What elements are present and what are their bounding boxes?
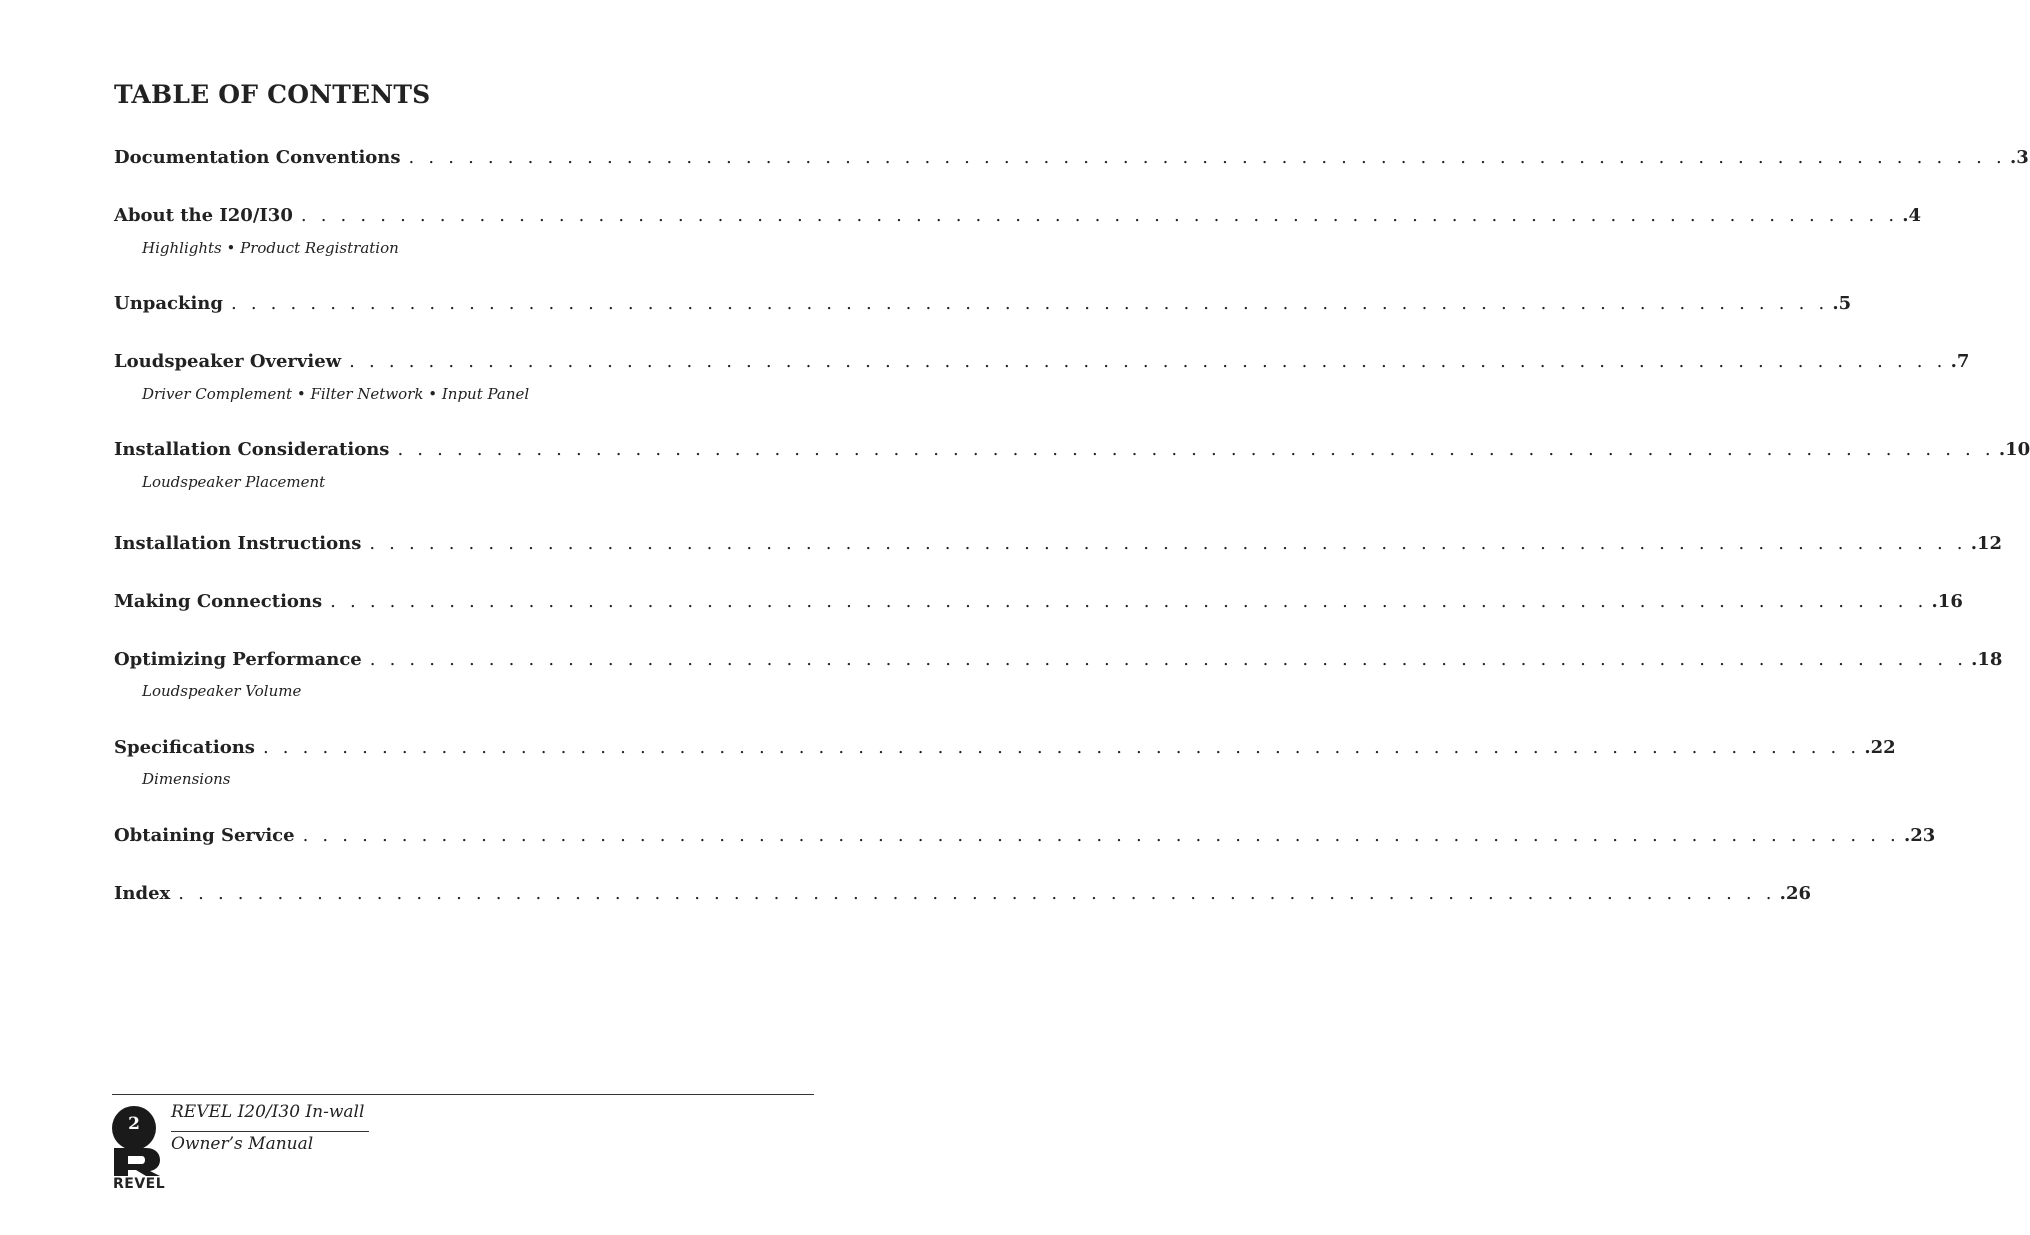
toc-entry-page: .7 (1950, 351, 1970, 372)
toc-entry-page: .22 (1864, 737, 1896, 758)
toc-entry-page: .16 (1931, 591, 1963, 612)
toc-entry-page: .18 (1971, 649, 2003, 670)
toc-leader-dots: . . . . . . . . . . . . . . . . . . . . . . . . . . . . . . . . . . . . . . . . . . . . . . . . . . . . . . . . . . . . . . . . . . . . . . . . . . . . . . . . . (302, 825, 1900, 846)
toc-entry-installation-considerations[interactable] (114, 438, 2030, 462)
toc-subtopics: Loudspeaker Placement (142, 473, 326, 491)
toc-entry-making-connections[interactable] (114, 590, 1963, 614)
toc-entry-page: .4 (1902, 205, 1922, 226)
toc-entry-label: Specifications (114, 737, 255, 758)
toc-entry-label: Obtaining Service (114, 825, 295, 846)
toc-entry-documentation-conventions[interactable] (114, 146, 2029, 170)
toc-entry-label: Loudspeaker Overview (114, 351, 342, 372)
toc-subtopics: Dimensions (142, 770, 231, 788)
page-title: TABLE OF CONTENTS (114, 80, 431, 109)
toc-subtopics: Highlights • Product Registration (142, 239, 399, 257)
toc-leader-dots: . . . . . . . . . . . . . . . . . . . . . . . . . . . . . . . . . . . . . . . . . . . . . . . . . . . . . . . . . . . . . . . . . . . . . . . . . . . . . . . . . (397, 439, 1995, 460)
footer-divider (112, 1094, 814, 1095)
toc-entry-page: .5 (1832, 293, 1852, 314)
toc-leader-dots: . . . . . . . . . . . . . . . . . . . . . . . . . . . . . . . . . . . . . . . . . . . . . . . . . . . . . . . . . . . . . . . . . . . . . . . . . . . . . . . . . (349, 351, 1947, 372)
toc-entry-label: Unpacking (114, 293, 223, 314)
toc-entry-page: .23 (1903, 825, 1936, 846)
toc-entry-label: About the I20/I30 (114, 205, 293, 226)
toc-entry-loudspeaker-overview[interactable] (114, 350, 1970, 374)
toc-leader-dots: . . . . . . . . . . . . . . . . . . . . . . . . . . . . . . . . . . . . . . . . . . . . . . . . . . . . . . . . . . . . . . . . . . . . . . . . . . . . . . . . . (262, 737, 1861, 758)
toc-entry-index[interactable] (114, 882, 1811, 906)
toc-subtopics: Driver Complement • Filter Network • Input Panel (142, 385, 530, 403)
toc-entry-page: .12 (1970, 533, 2003, 554)
toc-leader-dots: . . . . . . . . . . . . . . . . . . . . . . . . . . . . . . . . . . . . . . . . . . . . . . . . . . . . . . . . . . . . . . . . . . . . . . . . . . . . . . . . . (300, 205, 1899, 226)
toc-entry-obtaining-service[interactable] (114, 824, 1936, 848)
toc-leader-dots: . . . . . . . . . . . . . . . . . . . . . . . . . . . . . . . . . . . . . . . . . . . . . . . . . . . . . . . . . . . . . . . . . . . . . . . . . . . . . . . . . (369, 649, 1968, 670)
toc-leader-dots: . . . . . . . . . . . . . . . . . . . . . . . . . . . . . . . . . . . . . . . . . . . . . . . . . . . . . . . . . . . . . . . . . . . . . . . . . . . . . . . . . (330, 591, 1928, 612)
toc-entry-label: Making Connections (114, 591, 323, 612)
toc-entry-label: Installation Instructions (114, 533, 362, 554)
footer-manual-name: Owner’s Manual (171, 1134, 314, 1154)
toc-subtopics: Loudspeaker Volume (142, 682, 302, 700)
toc-entry-label: Installation Considerations (114, 439, 390, 460)
toc-leader-dots: . . . . . . . . . . . . . . . . . . . . . . . . . . . . . . . . . . . . . . . . . . . . . . . . . . . . . . . . . . . . . . . . . . . . . . . . . . . . . . . . . (178, 883, 1776, 904)
toc-entry-label: Documentation Conventions (114, 147, 401, 168)
toc-entry-page: .10 (1998, 439, 2030, 460)
toc-entry-optimizing-performance[interactable] (114, 648, 2003, 672)
brand-wordmark: REVEL (113, 1176, 166, 1192)
toc-leader-dots: . . . . . . . . . . . . . . . . . . . . . . . . . . . . . . . . . . . . . . . . . . . . . . . . . . . . . . . . . . . . . . . . . . . . . . . . . . . . . . . . . (230, 293, 1829, 314)
page-number: 2 (128, 1114, 140, 1134)
toc-entry-label: Optimizing Performance (114, 649, 362, 670)
toc-entry-installation-instructions[interactable] (114, 532, 2003, 556)
toc-leader-dots: . . . . . . . . . . . . . . . . . . . . . . . . . . . . . . . . . . . . . . . . . . . . . . . . . . . . . . . . . . . . . . . . . . . . . . . . . . . . . . . . . (369, 533, 1967, 554)
toc-entry-page: .26 (1779, 883, 1811, 904)
toc-entry-about[interactable] (114, 204, 1922, 228)
toc-entry-specifications[interactable] (114, 736, 1896, 760)
toc-entry-unpacking[interactable] (114, 292, 1852, 316)
toc-leader-dots: . . . . . . . . . . . . . . . . . . . . . . . . . . . . . . . . . . . . . . . . . . . . . . . . . . . . . . . . . . . . . . . . . . . . . . . . . . . . . . . . . (408, 147, 2006, 168)
footer-product-name: REVEL I20/I30 In-wall (171, 1102, 365, 1122)
toc-entry-label: Index (114, 883, 171, 904)
footer-underline (171, 1131, 369, 1132)
toc-entry-page: .3 (2009, 147, 2029, 168)
